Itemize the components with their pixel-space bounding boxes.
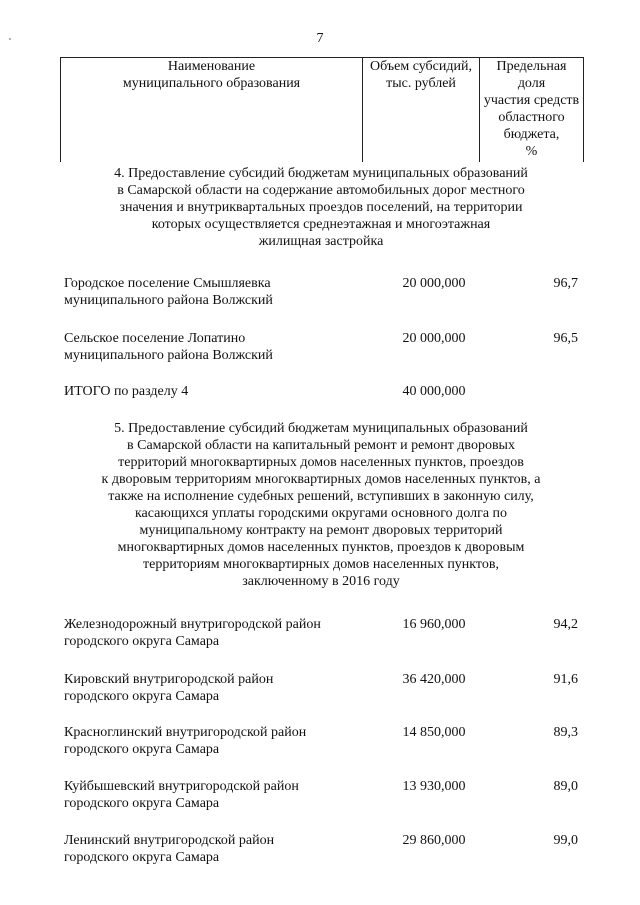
row-amount: 14 850,000 — [402, 725, 466, 740]
table-row — [64, 616, 584, 650]
row-name: Городское поселение Смышляевка муниципального района Волжский — [64, 276, 273, 308]
table-row — [64, 832, 584, 866]
table-row — [64, 330, 584, 364]
header-col-amount: Объем субсидий, тыс. рублей — [363, 58, 480, 163]
row-share: 94,2 — [553, 617, 578, 632]
page-number: 7 — [316, 31, 324, 46]
header-col-share: Предельная доля участия средств областного бюджета, % — [480, 58, 584, 163]
table-row — [64, 778, 584, 812]
row-name: Куйбышевский внутригородской район городского округа Самара — [64, 779, 299, 811]
row-amount: 13 930,000 — [402, 779, 466, 794]
row-share: 91,6 — [553, 672, 578, 687]
row-amount: 16 960,000 — [402, 617, 466, 632]
row-amount: 20 000,000 — [402, 276, 466, 291]
row-share: 99,0 — [553, 833, 578, 848]
row-name: Кировский внутригородской район городского округа Самара — [64, 672, 274, 704]
table-row — [64, 724, 584, 758]
total-amount: 40 000,000 — [402, 384, 466, 399]
row-name: Железнодорожный внутригородской район городского округа Самара — [64, 617, 321, 649]
table-row — [64, 671, 584, 705]
row-name: Сельское поселение Лопатино муниципального района Волжский — [64, 331, 273, 363]
row-share: 89,3 — [553, 725, 578, 740]
row-share: 89,0 — [553, 779, 578, 794]
row-amount: 20 000,000 — [402, 331, 466, 346]
section-5-title: 5. Предоставление субсидий бюджетам муниципальных образований в Самарской области на капитальный ремонт и ремонт дворовых территорий многоквартирных домов населенных пунктов, проездов к дворовым территориям многоквартирных домов населенных пунктов, а также на исполнение судебных решений, вступивших в законную силу, касающихся уплаты городскими округами основного долга по муниципальному контракту на ремонт дворовых территорий многоквартирных домов населенных пунктов, проездов к дворовым территориям многоквартирных домов населенных пунктов, заключенному в 2016 году — [101, 421, 541, 589]
row-amount: 36 420,000 — [402, 672, 466, 687]
header-col-name: Наименование муниципального образования — [61, 58, 363, 163]
total-label: ИТОГО по разделу 4 — [64, 384, 189, 399]
table-header — [60, 57, 584, 162]
row-share: 96,7 — [553, 276, 578, 291]
total-row — [64, 383, 584, 417]
section-4-title: 4. Предоставление субсидий бюджетам муниципальных образований в Самарской области на содержание автомобильных дорог местного значения и внутриквартальных проездов поселений, на территории которых осуществляется среднеэтажная и многоэтажная жилищная застройка — [114, 166, 528, 249]
row-name: Ленинский внутригородской район городского округа Самара — [64, 833, 275, 865]
row-name: Красноглинский внутригородской район городского округа Самара — [64, 725, 307, 757]
row-share: 96,5 — [553, 331, 578, 346]
table-row — [64, 275, 584, 309]
row-amount: 29 860,000 — [402, 833, 466, 848]
